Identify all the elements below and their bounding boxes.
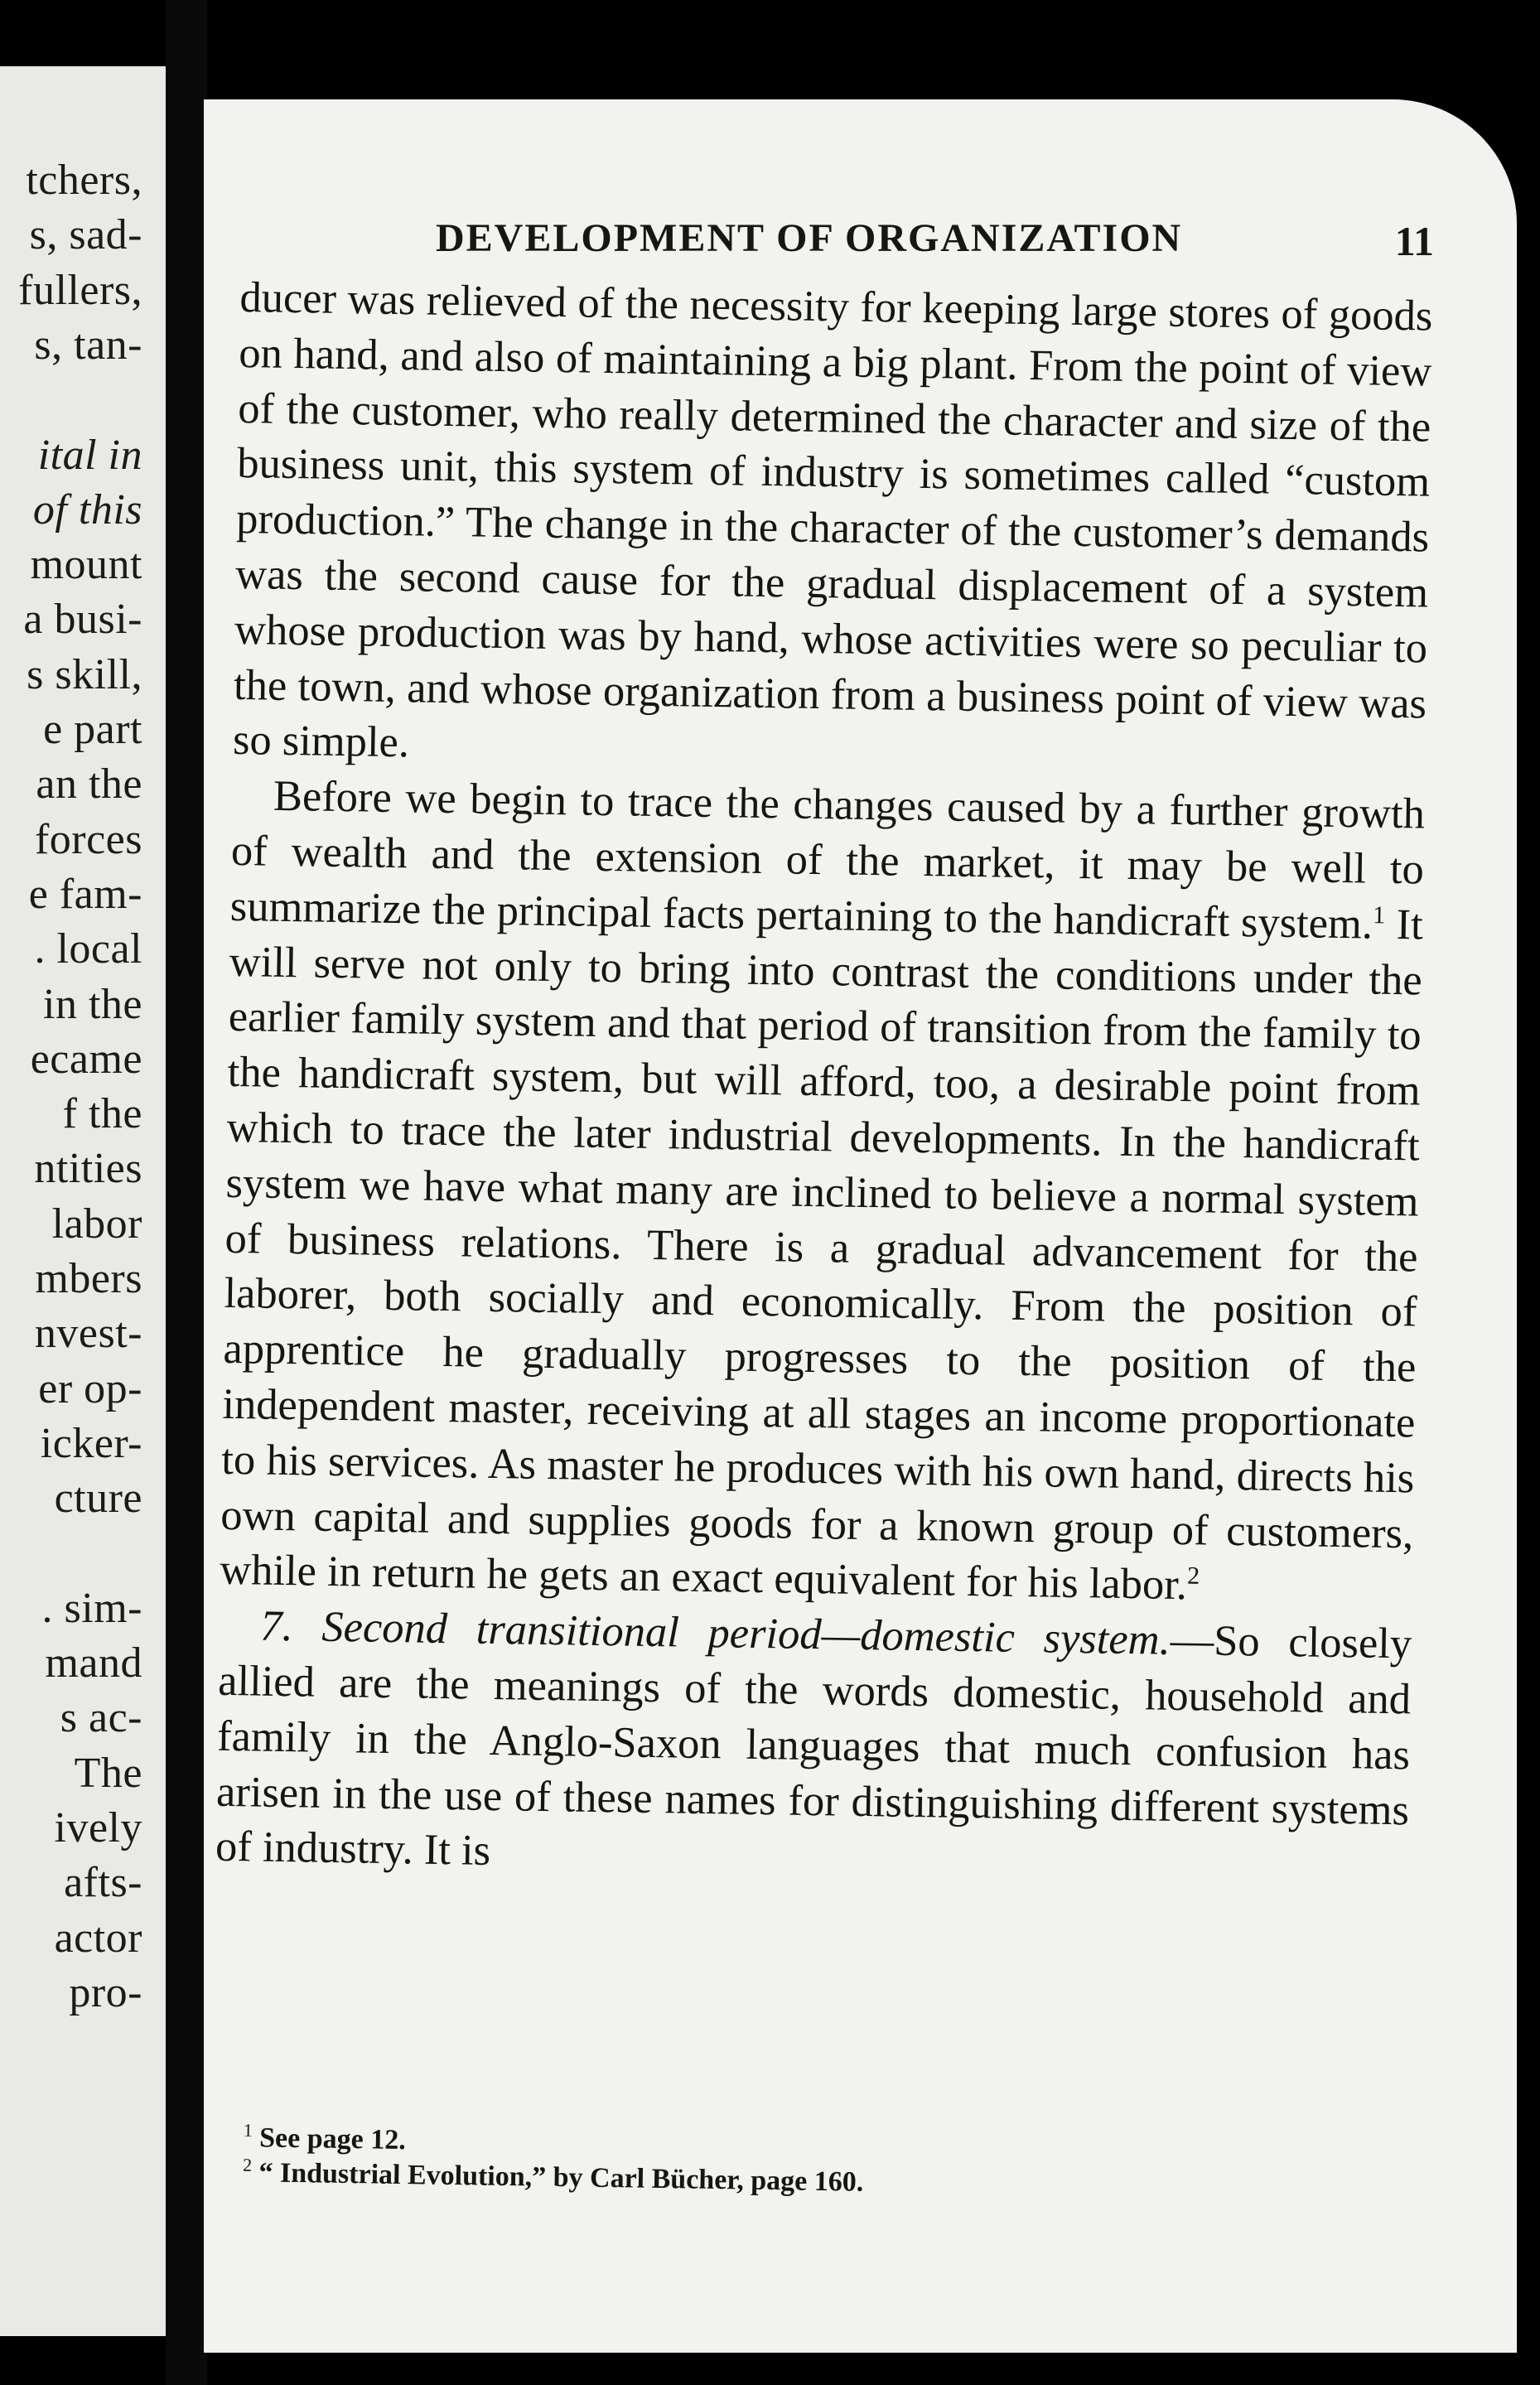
- previous-page-line: s, sad-: [29, 211, 142, 259]
- previous-page-line: pro-: [69, 1968, 142, 2016]
- section-heading: 7. Second transitional period—domestic system.: [259, 1601, 1171, 1664]
- footnote-1-marker: 1: [243, 2119, 253, 2141]
- previous-page-line: actor: [54, 1914, 142, 1962]
- previous-page-line: The: [74, 1749, 142, 1797]
- footnote-1-text: See page 12.: [252, 2122, 407, 2156]
- previous-page-line: mand: [45, 1639, 142, 1687]
- paragraph-3-text: —So closely allied are the meanings of the words domestic, household and family in the Anglo-Saxon languages that much confusion has arisen in the use of these names for distinguishing different systems of industry. It is: [215, 1615, 1412, 1876]
- previous-page-line: ital in: [37, 431, 142, 479]
- previous-page-line: a busi-: [23, 596, 142, 644]
- previous-page-fragment: [0, 66, 166, 2336]
- previous-page-line: mbers: [35, 1255, 142, 1302]
- paragraph-3: [215, 1598, 1412, 1894]
- body-text: [215, 270, 1433, 1893]
- paragraph-1: ducer was relieved of the necessity for keeping large stores of goods on hand, and also of maintaining a big plant. From the point of view of the customer, who really determined the character and size of the business unit, this system of industry is sometimes called “custom production.” The change in the character of the customer’s demands was the second cause for the gradual displacement of a system whose production was by hand, whose activities were so peculiar to the town, and whose organization from a business point of view was so simple.: [232, 273, 1433, 767]
- previous-page-line: of this: [32, 485, 142, 533]
- previous-page-line: in the: [43, 980, 142, 1028]
- previous-page-line: s ac-: [60, 1694, 142, 1742]
- previous-page-line: afts-: [64, 1859, 142, 1907]
- footnote-ref-2: 2: [1186, 1562, 1200, 1591]
- previous-page-line: ecame: [30, 1035, 142, 1083]
- book-gutter: [166, 0, 207, 2385]
- previous-page-line: e part: [43, 706, 142, 753]
- previous-page-line: . local: [34, 925, 142, 973]
- footnote-ref-1: 1: [1372, 900, 1386, 929]
- previous-page-line: tchers,: [26, 157, 142, 204]
- previous-page-line: s skill,: [27, 650, 142, 698]
- paragraph-2: [220, 768, 1426, 1616]
- paragraph-2-text-b: It will serve not only to bring into contrast the conditions under the earlier family system and that period of transition from the family to the handicraft system, but will afford, too, a desirable point from which to trace the later industrial developments. In the handicraft system we have what many are inclined to believe a normal system of business relations. There is a gradual advancement for the laborer, both socially and economically. From the position of apprentice he gradually progresses to the position of the independent master, receiving at all stages an income proportionate to his services. As master he produces with his own hand, directs his own capital and supplies goods for a known group of customers, while in return he gets an exact equivalent for his labor.: [219, 900, 1424, 1610]
- previous-page-line: an the: [36, 760, 142, 809]
- previous-page-line: f the: [62, 1090, 142, 1138]
- previous-page-line: s, tan-: [34, 321, 142, 369]
- previous-page-line: ively: [54, 1804, 142, 1852]
- previous-page-line: cture: [54, 1475, 142, 1523]
- book-page: [204, 99, 1517, 2353]
- previous-page-line: forces: [34, 815, 142, 863]
- paragraph-2-text-a: Before we begin to trace the changes caused by a further growth of wealth and the extension of the market, it may be well to summarize the principal facts pertaining to the handicraft system.: [229, 771, 1426, 949]
- previous-page-line: ntities: [34, 1145, 142, 1193]
- previous-page-line: nvest-: [34, 1310, 142, 1358]
- running-head: DEVELOPMENT OF ORGANIZATION: [436, 216, 1183, 260]
- footnote-2-text: “ Industrial Evolution,” by Carl Bücher, page 160.: [251, 2157, 864, 2198]
- previous-page-line: icker-: [40, 1419, 142, 1467]
- footnotes: [243, 2121, 1403, 2209]
- previous-page-line: e fam-: [28, 870, 142, 918]
- previous-page-line: er op-: [38, 1364, 142, 1412]
- previous-page-line: . sim-: [41, 1584, 142, 1632]
- previous-page-line: labor: [51, 1200, 142, 1248]
- page-number: 11: [1394, 218, 1434, 264]
- footnote-2-marker: 2: [242, 2154, 253, 2175]
- previous-page-line: mount: [30, 541, 142, 589]
- previous-page-line: fullers,: [18, 266, 142, 314]
